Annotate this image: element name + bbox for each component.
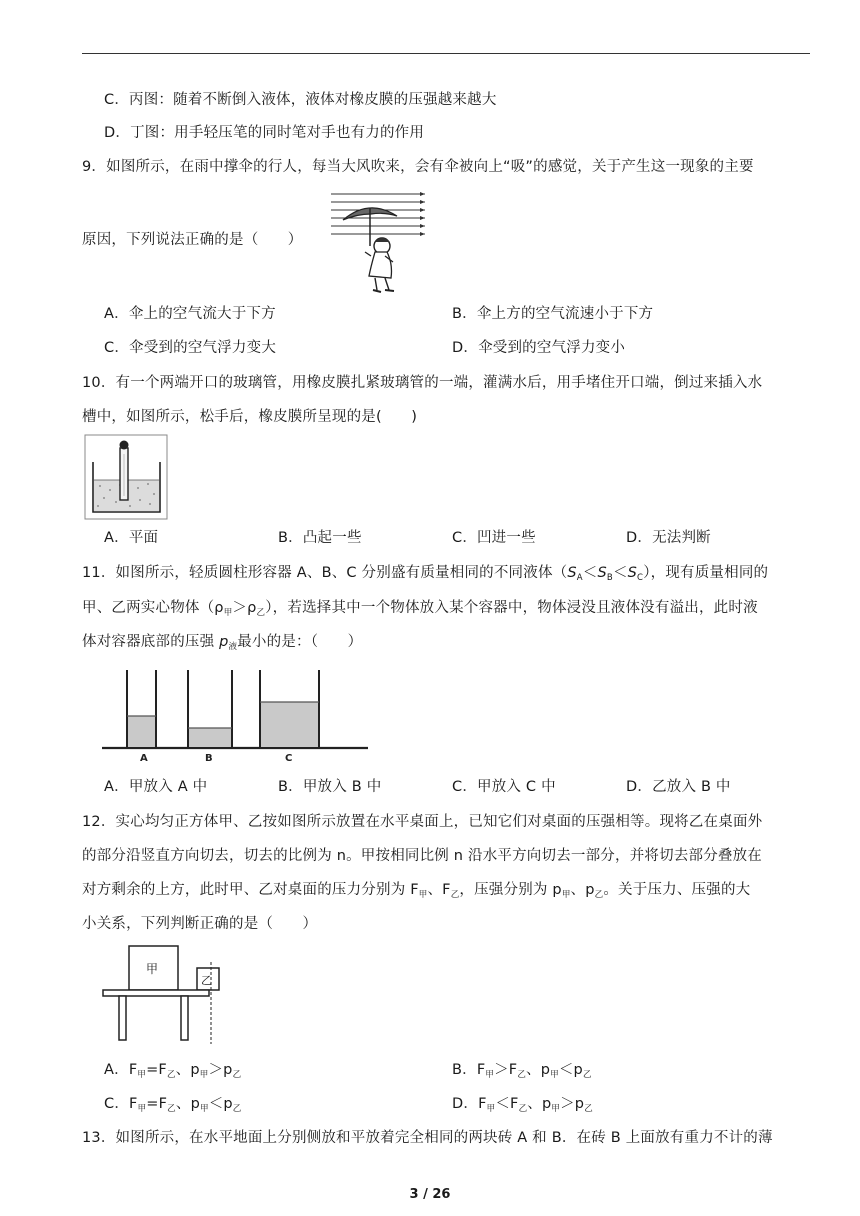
q12-option-a: A．$F_甲=F_乙$、$p_甲>p_乙$ (104, 1062, 242, 1080)
cube-label-yi: 乙 (201, 974, 212, 987)
q9-stem-line2: 原因，下列说法正确的是（ ） (82, 232, 303, 248)
container-label-c: C (285, 753, 293, 764)
q12-cubes-table-figure (100, 944, 220, 1044)
q12-option-b: B．$F_甲>F_乙$、$p_甲<p_乙$ (452, 1062, 592, 1080)
q12-option-c: C．$F_甲=F_乙$、$p_甲<p_乙$ (104, 1096, 242, 1114)
container-label-b: B (205, 753, 213, 764)
page-number: 3 / 26 (409, 1187, 451, 1202)
q12-option-d: D．$F_甲<F_乙$、$p_甲>p_乙$ (452, 1096, 593, 1114)
q11-stem-line1: 11．如图所示，轻质圆柱形容器 A、B、C 分别盛有质量相同的不同液体$(S_A<S_B<S_C)$，现有质量相同的 (82, 565, 769, 583)
q13-stem-line1: 13．如图所示，在水平地面上分别侧放和平放着完全相同的两块砖 A 和 B．在砖 B 上面放有重力不计的薄 (82, 1130, 773, 1146)
q9-option-b: B．伞上方的空气流速小于下方 (452, 306, 654, 322)
q12-stem-line2: 的部分沿竖直方向切去，切去的比例为 n。甲按相同比例 n 沿水平方向切去一部分，并将切去部分叠放在 (82, 848, 763, 864)
q9-option-c: C．伞受到的空气浮力变大 (104, 340, 277, 356)
cube-label-jia: 甲 (146, 962, 159, 976)
q11-stem-line2: 甲、乙两实心物体$(\rho_甲>\rho_乙)$，若选择其中一个物体放入某个容器中，物体浸没且液体没有溢出，此时液 (82, 600, 758, 618)
q11-containers-figure (102, 662, 368, 766)
q9-stem-line1: 9．如图所示，在雨中撑伞的行人，每当大风吹来，会有伞被向上“吸”的感觉，关于产生这一现象的主要 (82, 159, 754, 175)
q11-option-d: D．乙放入 B 中 (626, 779, 731, 795)
q12-stem-line3: 对方剩余的上方，此时甲、乙对桌面的压力分别为 $F_甲$、$F_乙$，压强分别为 $p_甲$、$p_乙$。关于压力、压强的大 (82, 882, 751, 900)
q10-option-d: D．无法判断 (626, 530, 711, 546)
q10-stem-line1: 10．有一个两端开口的玻璃管，用橡皮膜扎紧玻璃管的一端，灌满水后，用手堵住开口端，倒过来插入水 (82, 375, 763, 391)
q10-option-c: C．凹进一些 (452, 530, 536, 546)
q9-option-d: D．伞受到的空气浮力变小 (452, 340, 626, 356)
header-rule (82, 53, 810, 54)
container-label-a: A (140, 753, 148, 764)
q11-stem-line3: 体对容器底部的压强 $p_液$最小的是：（ ） (82, 634, 363, 652)
q9-option-a: A．伞上的空气流大于下方 (104, 306, 276, 322)
q10-option-a: A．平面 (104, 530, 159, 546)
q11-option-b: B．甲放入 B 中 (278, 779, 382, 795)
q10-stem-line2: 槽中，如图所示，松手后，橡皮膜所呈现的是( ) (82, 409, 418, 425)
q11-option-c: C．甲放入 C 中 (452, 779, 556, 795)
q10-option-b: B．凸起一些 (278, 530, 362, 546)
q8-option-d: D．丁图：用手轻压笔的同时笔对手也有力的作用 (104, 125, 425, 141)
q8-option-c: C．丙图：随着不断倒入液体，液体对橡皮膜的压强越来越大 (104, 92, 497, 108)
q11-option-a: A．甲放入 A 中 (104, 779, 208, 795)
q12-stem-line4: 小关系，下列判断正确的是（ ） (82, 916, 318, 932)
q12-stem-line1: 12．实心均匀正方体甲、乙按如图所示放置在水平桌面上，已知它们对桌面的压强相等。现将乙在桌面外 (82, 814, 763, 830)
q10-glass-tube-figure (84, 434, 168, 520)
q9-umbrella-wind-figure (325, 186, 429, 298)
